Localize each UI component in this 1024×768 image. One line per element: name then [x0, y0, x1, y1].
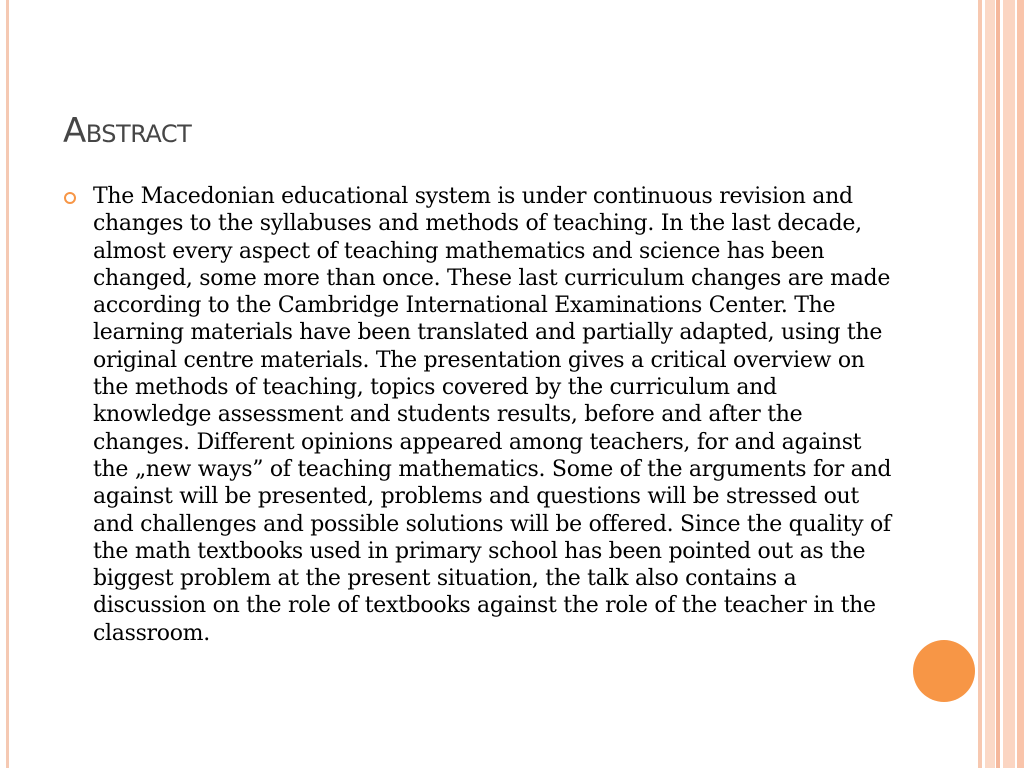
decorative-stripe [1003, 0, 1015, 768]
abstract-paragraph: The Macedonian educational system is under continuous revision and changes to the syllabuses and methods of teaching. In the last decade, almost every aspect of teaching mathematics and science has been changed, some more than once. These last curriculum changes are made according to the Cambridge International Examinations Center. The learning materials have been translated and partially adapted, using the original centre materials. The presentation gives a critical overview on the methods of teaching, topics covered by the curriculum and knowledge assessment and students results, before and after the changes. Different opinions appeared among teachers, for and against the „new ways” of teaching mathematics. Some of the arguments for and against will be presented, problems and questions will be stressed out and challenges and possible solutions will be offered. Since the quality of the math textbooks used in primary school has been pointed out as the biggest problem at the present situation, the talk also contains a discussion on the role of textbooks against the role of the teacher in the classroom. [93, 184, 892, 646]
slide-title: Abstract [63, 111, 192, 151]
bullet-ring-icon [64, 192, 76, 204]
bullet-item [62, 183, 892, 647]
decorative-circle [913, 640, 975, 702]
decorative-stripe [1017, 0, 1024, 768]
decorative-stripe [996, 0, 1000, 768]
decorative-stripe [978, 0, 982, 768]
left-border-line [6, 0, 9, 768]
decorative-stripe [985, 0, 995, 768]
